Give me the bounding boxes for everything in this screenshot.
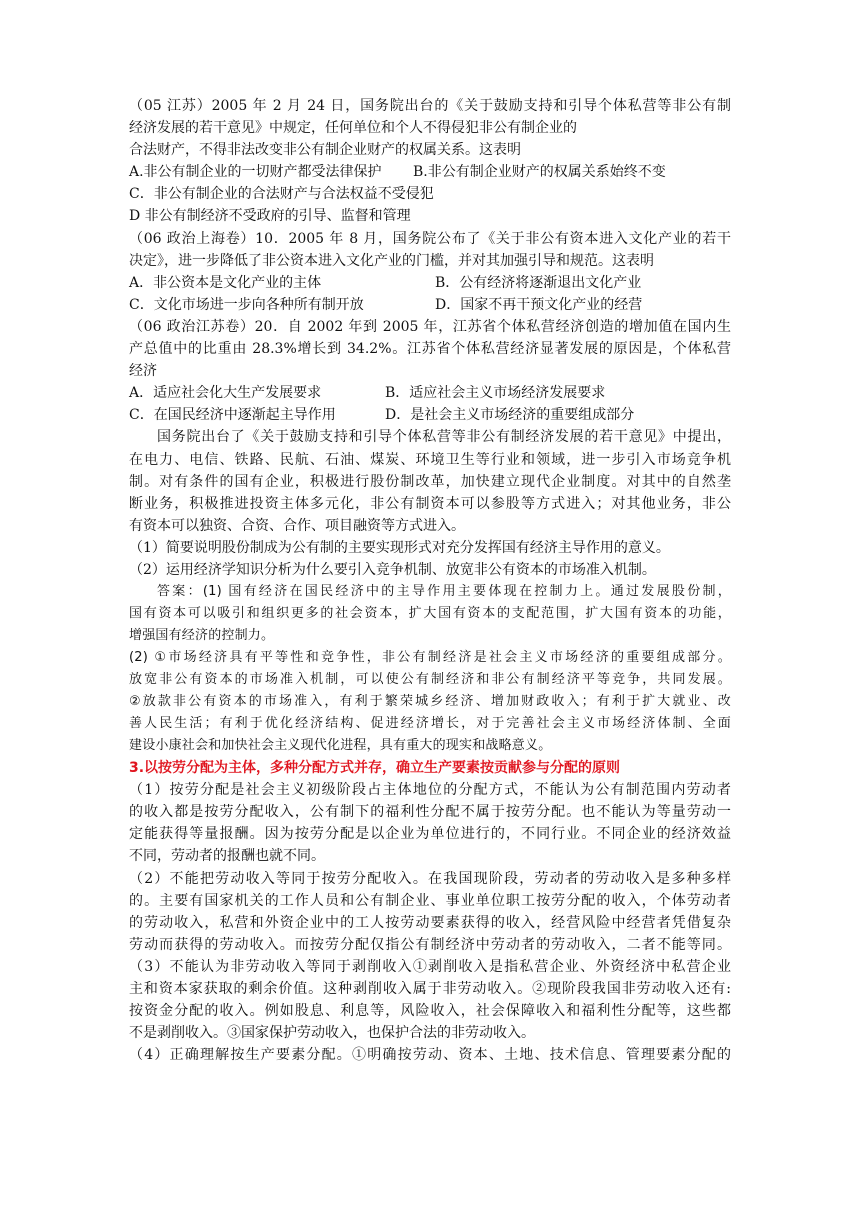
section-3	[129, 757, 731, 1066]
answer-line: 善人民生活；有利于优化经济结构、促进经济增长，对于完善社会主义市场经济体制、全面	[129, 716, 731, 732]
question-06-shanghai	[129, 228, 731, 316]
option-c: C．文化市场进一步向各种所有制开放	[129, 296, 364, 313]
paragraph-line: 的收入都是按劳分配收入，公有制下的福利性分配不属于按劳分配。也不能认为等量劳动一	[129, 804, 731, 821]
paragraph-2	[129, 868, 731, 956]
question-stem-line: 产总值中的比重由 28.3%增长到 34.2%。江苏省个体私营经济显著发展的原因是，个体私营	[129, 341, 731, 358]
paragraph-line: （3）不能认为非劳动收入等同于剥削收入①剥削收入是指私营企业、外资经济中私营企业	[129, 958, 731, 975]
paragraph-line: 不同，劳动者的报酬也就不同。	[129, 848, 325, 865]
option-a: A.非公有制企业的一切财产都受法律保护	[129, 164, 382, 181]
answer-line: 建设小康社会和加快社会主义现代化进程，具有重大的现实和战略意义。	[129, 738, 552, 754]
paragraph-line: 不是剥削收入。③国家保护劳动收入，也保护合法的非劳动收入。	[129, 1025, 535, 1042]
paragraph-line: 劳动而获得的劳动收入。而按劳分配仅指公有制经济中劳动者的劳动收入，二者不能等同。	[129, 936, 731, 953]
question-stem-line: （06 政治江苏卷）20．自 2002 年到 2005 年，江苏省个体私营经济创造的增加值在国内生	[129, 318, 731, 335]
paragraph-line: 按资金分配的收入。例如股息、利息等，风险收入，社会保障收入和福利性分配等，这些都	[129, 1003, 731, 1020]
material-line: 制。对有条件的国有企业，积极进行股份制改革，加快建立现代企业制度。对其中的自然垄	[129, 473, 731, 490]
paragraph-line: （2）不能把劳动收入等同于按劳分配收入。在我国现阶段，劳动者的劳动收入是多种多样	[129, 870, 731, 887]
paragraph-line: （4）正确理解按生产要素分配。①明确按劳动、资本、土地、技术信息、管理要素分配的	[129, 1047, 731, 1064]
answer-line: 答案：(1) 国有经济在国民经济中的主导作用主要体现在控制力上。通过发展股份制，	[157, 584, 731, 600]
material-line: 有资本可以独资、合资、合作、项目融资等方式进入。	[129, 517, 465, 534]
answer-line: ②放款非公有资本的市场准入，有利于繁荣城乡经济、增加财政收入；有利于扩大就业、改	[129, 694, 731, 710]
option-row	[129, 161, 731, 183]
option-d: D．是社会主义市场经济的重要组成部分	[385, 407, 635, 424]
sub-question-1: （1）简要说明股份制成为公有制的主要实现形式对充分发挥国有经济主导作用的意义。	[129, 539, 670, 556]
question-stem-line: 决定》，进一步降低了非公资本进入文化产业的门槛，并对其加强引导和规范。这表明	[129, 252, 654, 269]
paragraph-line: 的劳动收入，私营和外资企业中的工人按劳动要素获得的收入，经营风险中经营者凭借复杂	[129, 914, 731, 931]
answer-line: 放宽非公有资本的市场准入机制，可以使公有制经济和非公有制经济平等竞争，共同发展。	[129, 672, 731, 688]
option-b: B．公有经济将逐渐退出文化产业	[435, 274, 642, 291]
question-stem-line: 合法财产，不得非法改变非公有制企业财产的权属关系。这表明	[129, 142, 521, 159]
option-row	[129, 294, 731, 316]
material-line: 断业务，积极推进投资主体多元化，非公有制资本可以参股等方式进入；对其他业务，非公	[129, 495, 731, 512]
option-b: B.非公有制企业财产的权属关系始终不变	[413, 164, 666, 181]
option-row	[129, 272, 731, 294]
paragraph-line: 定能获得等量报酬。因为按劳分配是以企业为单位进行的，不同行业。不同企业的经济效益	[129, 826, 731, 843]
section-heading: 3.以按劳分配为主体，多种分配方式并存，确立生产要素按贡献参与分配的原则	[129, 760, 621, 777]
question-05-jiangsu	[129, 95, 731, 228]
paragraph-1	[129, 779, 731, 867]
question-stem-line: 经济	[129, 363, 157, 380]
answer-line: (2) ①市场经济具有平等性和竞争性，非公有制经济是社会主义市场经济的重要组成部分。	[129, 650, 731, 666]
document-body	[129, 95, 731, 1066]
question-stem-line: （06 政治上海卷）10．2005 年 8 月，国务院公布了《关于非公有资本进入文化产业的若干	[129, 230, 731, 247]
paragraph-3	[129, 956, 731, 1044]
paragraph-4	[129, 1044, 731, 1066]
question-06-jiangsu	[129, 316, 731, 426]
option-c: C．非公有制企业的合法财产与合法权益不受侵犯	[129, 186, 434, 203]
option-a: A．非公资本是文化产业的主体	[129, 274, 322, 291]
material-line: 国务院出台了《关于鼓励支持和引导个体私营等非公有制经济发展的若干意见》中提出，	[157, 429, 731, 446]
option-d: D．国家不再干预文化产业的经营	[435, 296, 643, 313]
answer-line: 增强国有经济的控制力。	[129, 628, 275, 644]
material-line: 在电力、电信、铁路、民航、石油、煤炭、环境卫生等行业和领域，进一步引入市场竞争机	[129, 451, 731, 468]
question-stem-line: 经济发展的若干意见》中规定，任何单位和个人不得侵犯非公有制企业的	[129, 120, 577, 137]
question-material-analysis	[129, 426, 731, 757]
option-row	[129, 382, 731, 404]
answer-line: 国有资本可以吸引和组织更多的社会资本，扩大国有资本的支配范围，扩大国有资本的功能，	[129, 606, 731, 622]
option-b: B．适应社会主义市场经济发展要求	[385, 385, 606, 402]
option-c: C．在国民经济中逐渐起主导作用	[129, 407, 336, 424]
option-d: D 非公有制经济不受政府的引导、监督和管理	[129, 208, 411, 225]
paragraph-line: （1）按劳分配是社会主义初级阶段占主体地位的分配方式，不能认为公有制范围内劳动者	[129, 782, 731, 799]
sub-question-2: （2）运用经济学知识分析为什么要引入竞争机制、放宽非公有资本的市场准入机制。	[129, 561, 656, 578]
option-a: A．适应社会化大生产发展要求	[129, 385, 322, 402]
paragraph-line: 主和资本家获取的剩余价值。这种剥削收入属于非劳动收入。②现阶段我国非劳动收入还有:	[129, 981, 731, 997]
question-stem-line: （05 江苏）2005 年 2 月 24 日，国务院出台的《关于鼓励支持和引导个体私营等非公有制	[129, 98, 731, 114]
option-row	[129, 404, 731, 426]
paragraph-line: 的。主要有国家机关的工作人员和公有制企业、事业单位职工按劳分配的收入，个体劳动者	[129, 892, 731, 909]
